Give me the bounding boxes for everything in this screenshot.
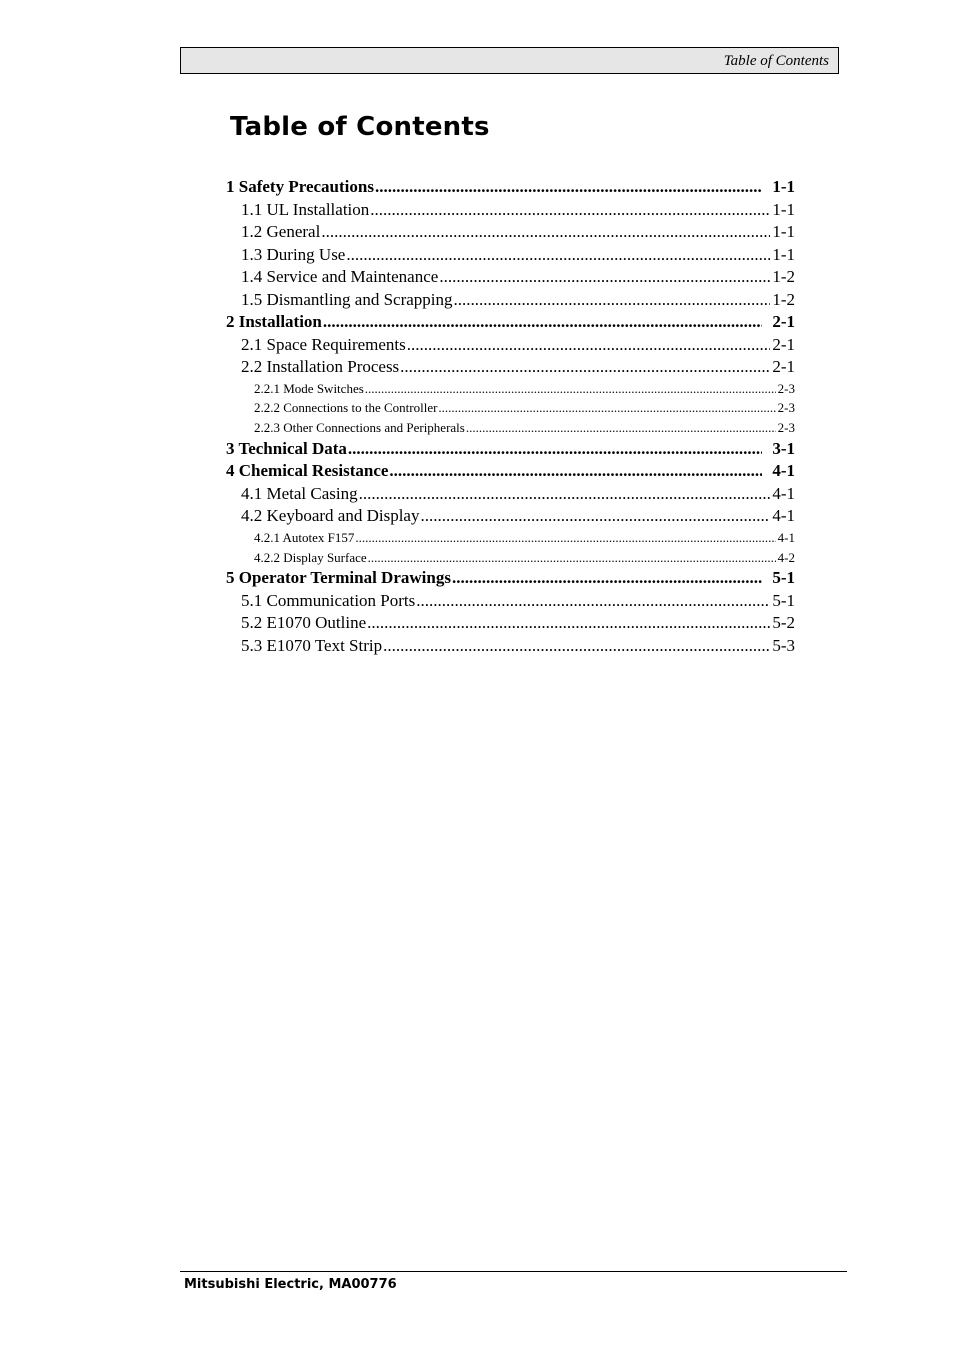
toc-dot-leader [383,635,770,658]
toc-entry-label: 5.1 Communication Ports [241,590,416,610]
toc-entry-label: 5.3 E1070 Text Strip [241,635,383,655]
toc-dot-leader [438,398,775,418]
toc-entry-label: 5.2 E1070 Outline [241,613,367,633]
toc-entry-label: 4.2.1 Autotex F157 [254,529,355,545]
toc-entry-page-number: 4-1 [772,483,795,503]
toc-dot-leader [355,528,775,548]
toc-dot-leader [407,334,771,357]
toc-entry-label: 3 Technical Data [226,438,347,458]
toc-dot-leader [420,505,770,528]
toc-entry[interactable] [226,635,795,658]
toc-entry[interactable] [226,483,795,506]
toc-entry-page-number: 5-3 [772,635,795,655]
toc-dot-leader [452,567,762,590]
toc-entry-page-number: 4-2 [777,549,795,565]
toc-dot-leader [359,483,771,506]
toc-entry-page-number: 2-1 [772,357,795,376]
toc-entry-label: 2.2.3 Other Connections and Peripherals [254,420,465,436]
toc-entry-label: 1.5 Dismantling and Scrapping [241,289,453,309]
toc-entry-page-number: 3-1 [772,438,795,458]
toc-entry-label: 2.2 Installation Process [241,357,400,376]
toc-entry-label: 2.1 Space Requirements [241,334,406,354]
page-title: Table of Contents [230,112,490,142]
toc-entry-page-number: 1-2 [772,267,795,286]
toc-entry-label: 1.1 UL Installation [241,199,370,219]
toc-entry-label: 4.2.2 Display Surface [254,549,367,565]
toc-entry[interactable] [226,528,795,548]
toc-entry[interactable] [226,505,795,528]
toc-entry[interactable] [226,612,795,635]
toc-entry-label: 4.1 Metal Casing [241,483,358,503]
toc-dot-leader [346,244,770,267]
toc-entry[interactable] [226,398,795,418]
toc-entry[interactable] [226,311,795,334]
toc-dot-leader [368,548,776,568]
table-of-contents [226,176,795,657]
toc-entry-label: 4 Chemical Resistance [226,461,389,481]
toc-entry-label: 4.2 Keyboard and Display [241,506,420,526]
toc-entry-label: 1.4 Service and Maintenance [241,267,439,286]
toc-entry-page-number: 2-3 [777,420,795,436]
toc-entry-label: 1.2 General [241,222,321,241]
toc-entry-page-number: 4-1 [772,461,795,481]
toc-entry[interactable] [226,289,795,312]
running-header [180,47,839,74]
toc-dot-leader [321,221,770,244]
toc-entry-page-number: 2-3 [777,380,795,396]
toc-entry[interactable] [226,590,795,613]
toc-entry[interactable] [226,176,795,199]
toc-entry[interactable] [226,356,795,379]
toc-entry-label: 2.2.2 Connections to the Controller [254,400,438,416]
toc-entry-page-number: 1-1 [772,199,795,219]
toc-dot-leader [400,356,770,379]
toc-dot-leader [466,418,776,438]
toc-entry-page-number: 5-1 [772,568,795,588]
toc-dot-leader [416,590,770,613]
toc-entry[interactable] [226,548,795,568]
toc-entry[interactable] [226,199,795,222]
toc-entry-page-number: 1-1 [772,222,795,241]
toc-entry[interactable] [226,244,795,267]
toc-entry[interactable] [226,460,795,483]
toc-dot-leader [389,460,762,483]
toc-dot-leader [367,612,770,635]
toc-entry-page-number: 5-1 [772,590,795,610]
toc-entry-page-number: 5-2 [772,613,795,633]
toc-entry-page-number: 2-1 [772,334,795,354]
toc-entry[interactable] [226,334,795,357]
toc-entry[interactable] [226,266,795,289]
toc-entry[interactable] [226,567,795,590]
toc-entry-label: 2.2.1 Mode Switches [254,380,364,396]
toc-entry-page-number: 1-2 [772,289,795,309]
toc-entry[interactable] [226,418,795,438]
toc-entry-label: 1 Safety Precautions [226,177,374,196]
toc-entry-label: 5 Operator Terminal Drawings [226,568,451,588]
toc-entry-page-number: 2-3 [777,400,795,416]
toc-entry-page-number: 1-1 [772,244,795,264]
toc-entry-page-number: 2-1 [772,312,795,331]
toc-entry-page-number: 4-1 [772,506,795,526]
toc-dot-leader [348,438,762,461]
toc-entry-page-number: 1-1 [772,177,795,196]
toc-dot-leader [454,289,771,312]
toc-dot-leader [323,311,762,334]
toc-entry-label: 1.3 During Use [241,244,346,264]
toc-dot-leader [439,266,770,289]
toc-entry-label: 2 Installation [226,312,322,331]
toc-entry[interactable] [226,438,795,461]
toc-dot-leader [365,379,776,399]
toc-dot-leader [375,176,762,199]
footer-text: Mitsubishi Electric, MA00776 [184,1277,397,1292]
running-header-title: Table of Contents [723,53,829,69]
toc-entry[interactable] [226,221,795,244]
toc-dot-leader [370,199,770,222]
footer-divider [180,1271,847,1272]
toc-entry[interactable] [226,379,795,399]
toc-entry-page-number: 4-1 [777,529,795,545]
